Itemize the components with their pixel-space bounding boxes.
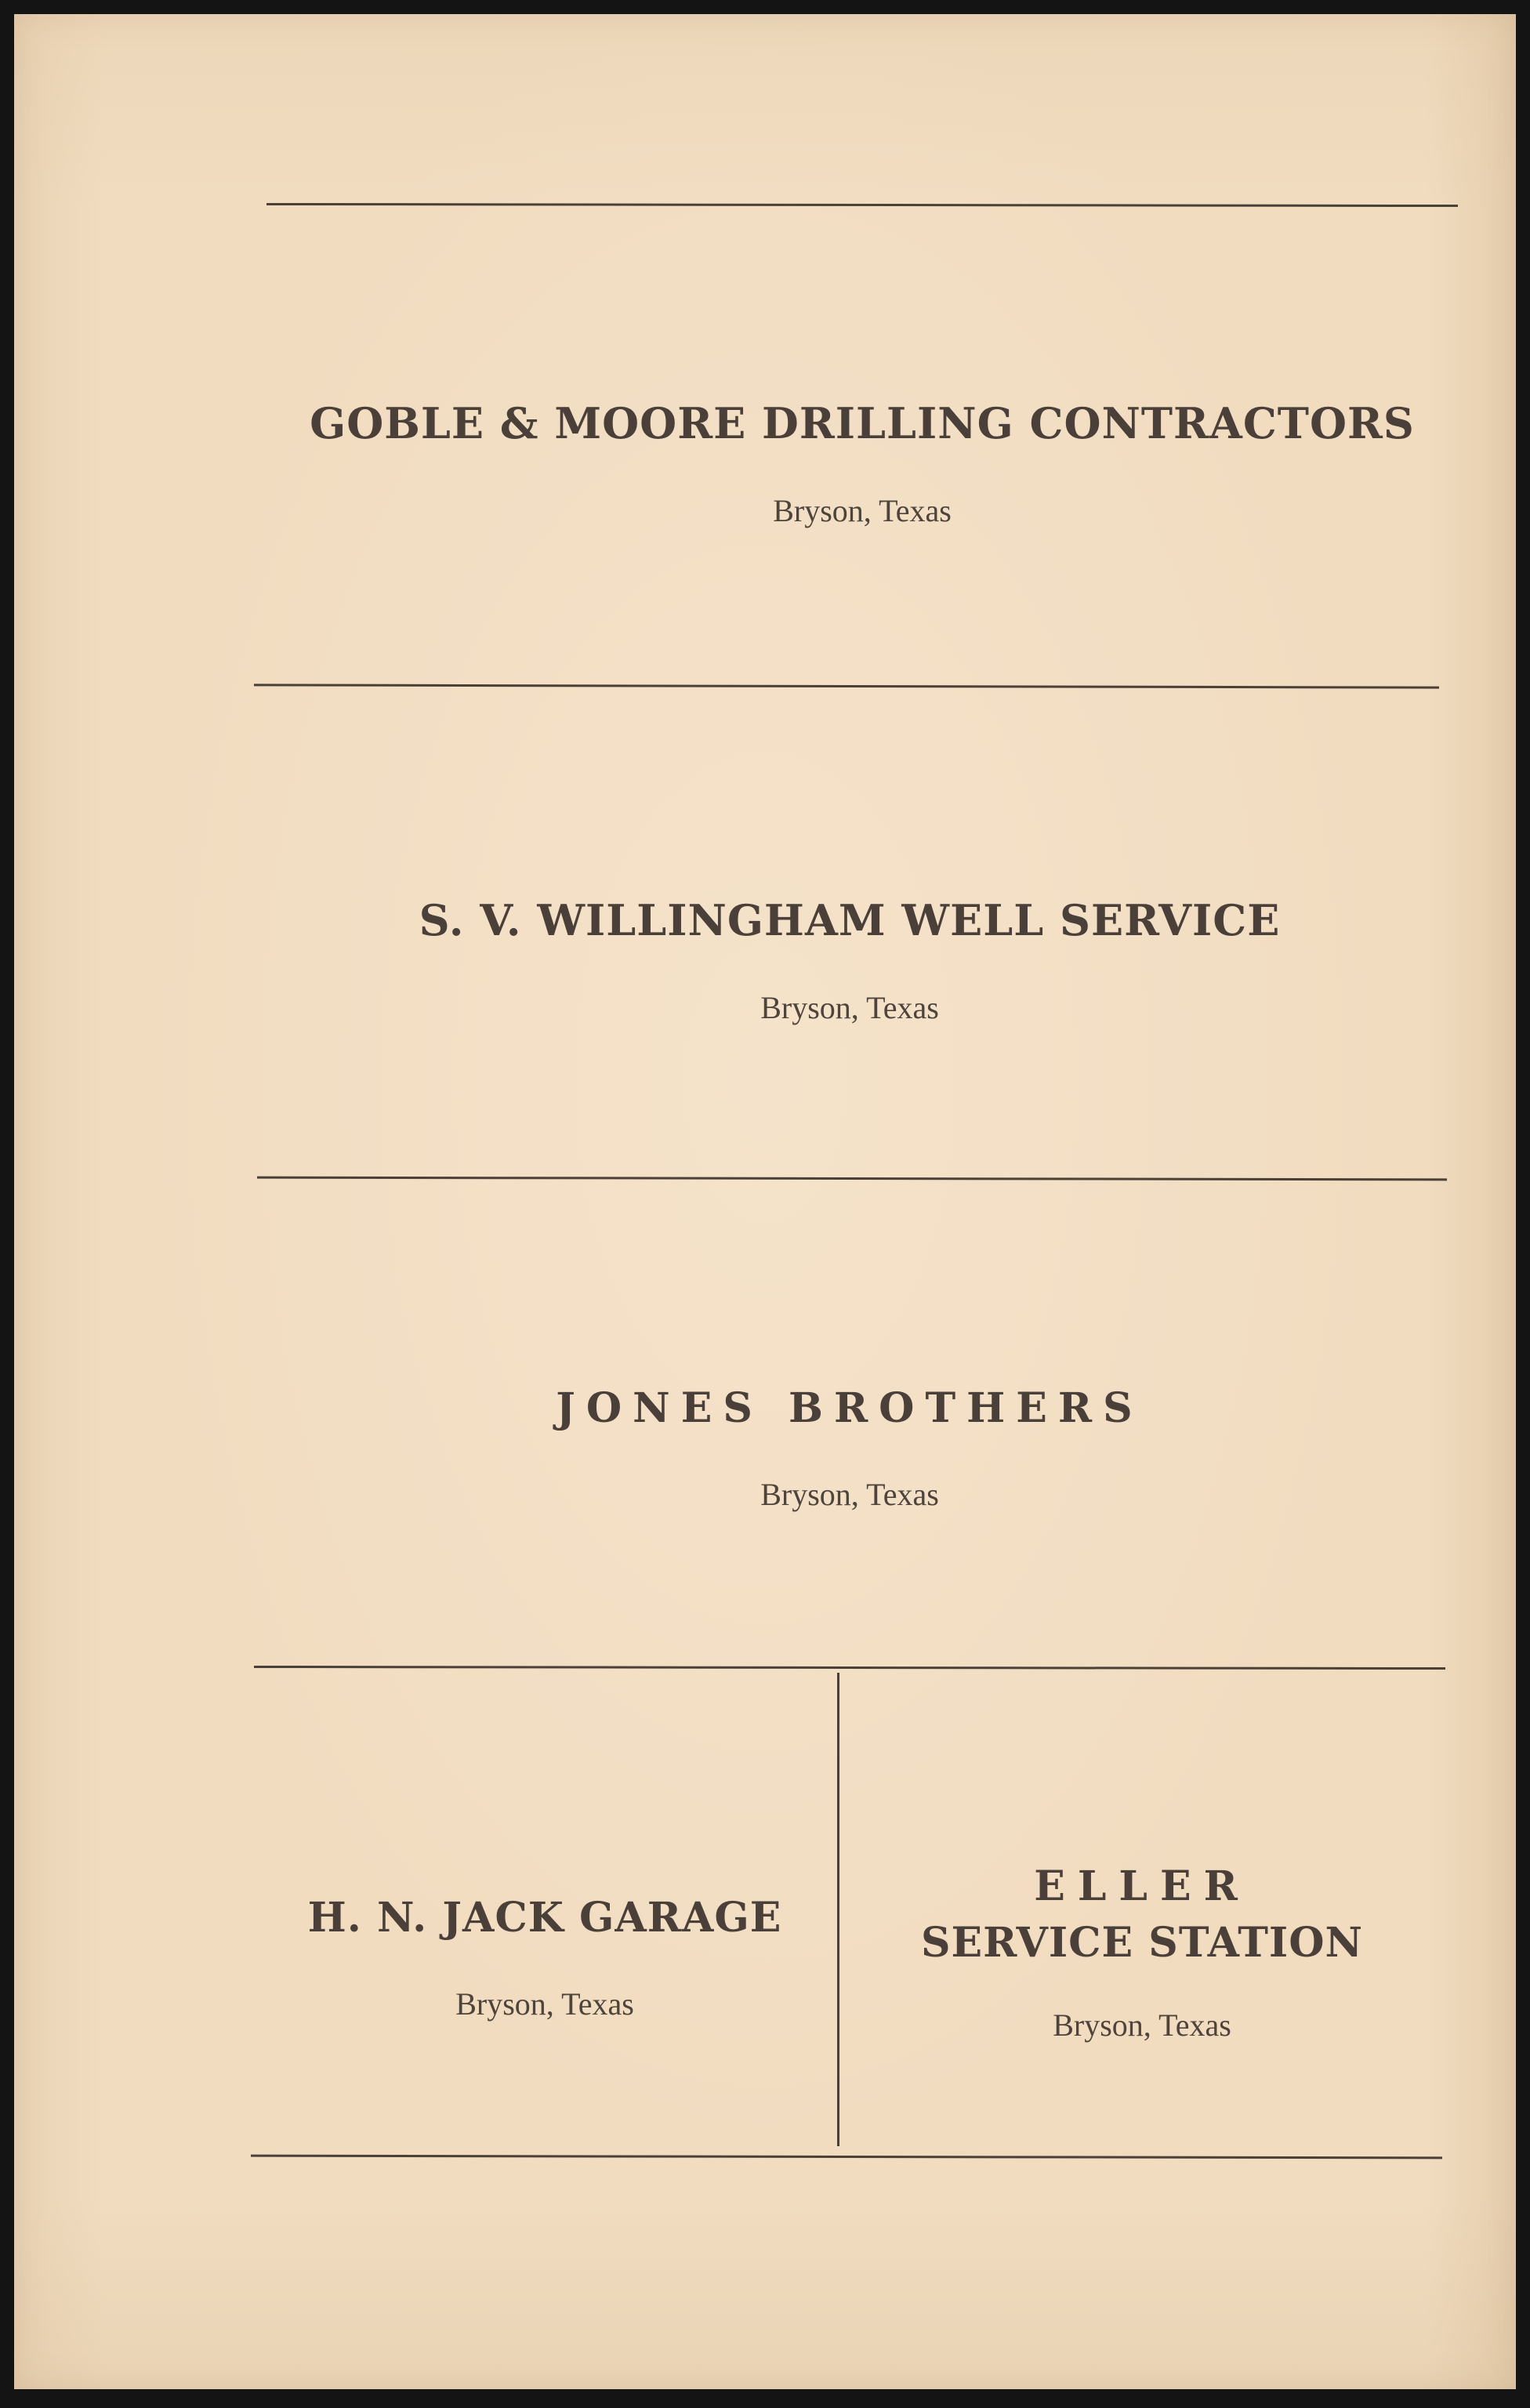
ad-title: GOBLE & MOORE DRILLING CONTRACTORS xyxy=(310,398,1415,448)
divider-1 xyxy=(254,684,1439,688)
divider-top xyxy=(266,203,1458,207)
ad-location: Bryson, Texas xyxy=(773,493,952,528)
ad-title-line2: SERVICE STATION xyxy=(920,1919,1364,1967)
ad-jack-garage xyxy=(254,1894,836,2022)
ad-location: Bryson, Texas xyxy=(760,1477,939,1512)
ad-title: JONES BROTHERS xyxy=(556,1384,1144,1432)
ad-goble-moore xyxy=(266,398,1458,529)
ad-location: Bryson, Texas xyxy=(1053,2007,1231,2043)
ad-title-line1: ELLER xyxy=(1034,1862,1250,1910)
divider-vertical xyxy=(837,1673,839,2146)
ad-location: Bryson, Texas xyxy=(760,990,939,1025)
ad-willingham xyxy=(254,895,1445,1026)
divider-2 xyxy=(257,1177,1447,1181)
ad-title: H. N. JACK GARAGE xyxy=(307,1894,782,1942)
divider-bottom xyxy=(251,2155,1442,2160)
ad-location: Bryson, Texas xyxy=(455,1986,634,2022)
ad-jones-brothers xyxy=(254,1384,1445,1513)
advertisement-page xyxy=(14,14,1516,2389)
divider-3 xyxy=(254,1666,1445,1670)
ad-title: S. V. WILLINGHAM WELL SERVICE xyxy=(419,895,1281,945)
ad-eller-service-station xyxy=(842,1859,1442,2044)
